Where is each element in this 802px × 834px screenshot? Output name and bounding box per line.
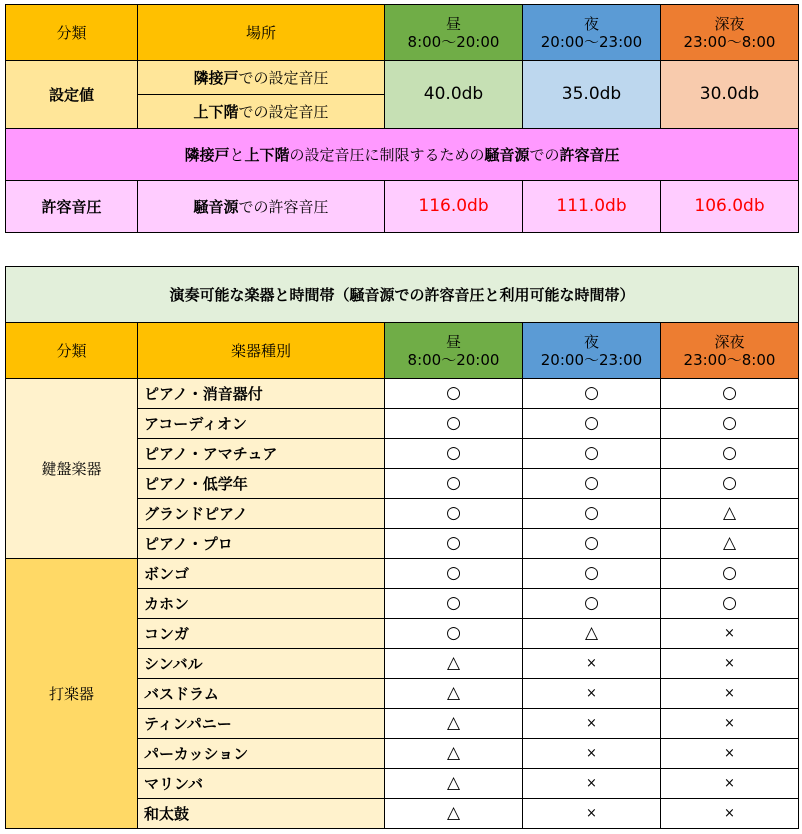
header2-late-night: [661, 323, 799, 379]
banner-p7: 許容音圧: [559, 145, 620, 164]
allowed-late-value: 106.0db: [661, 181, 799, 233]
allowed-night-value: 111.0db: [523, 181, 661, 233]
setting-updown-bold: 上下階: [193, 102, 239, 121]
instrument-name: ティンパニー: [138, 709, 385, 739]
instrument-name: バスドラム: [138, 679, 385, 709]
availability-late: ×: [661, 709, 799, 739]
availability-day: ○: [385, 379, 523, 409]
group-name: 鍵盤楽器: [6, 379, 138, 559]
header-day-time: 8:00～20:00: [407, 32, 500, 51]
availability-night: ○: [523, 559, 661, 589]
allowed-label: 許容音圧: [6, 181, 138, 233]
availability-day: △: [385, 709, 523, 739]
availability-night: ×: [523, 739, 661, 769]
instrument-name: ピアノ・プロ: [138, 529, 385, 559]
availability-day: △: [385, 679, 523, 709]
availability-late: ○: [661, 379, 799, 409]
setting-label: 設定値: [6, 61, 138, 129]
availability-day: ○: [385, 469, 523, 499]
header-category: 分類: [6, 5, 138, 61]
instrument-name: マリンバ: [138, 769, 385, 799]
banner-p2: と: [229, 145, 245, 164]
availability-day: △: [385, 769, 523, 799]
header-late-night: [661, 5, 799, 61]
instrument-table: [5, 266, 799, 829]
availability-late: ×: [661, 739, 799, 769]
availability-day: ○: [385, 409, 523, 439]
availability-night: ×: [523, 649, 661, 679]
instrument-name: パーカッション: [138, 739, 385, 769]
instrument-name: アコーディオン: [138, 409, 385, 439]
instrument-name: カホン: [138, 589, 385, 619]
availability-day: △: [385, 649, 523, 679]
sound-pressure-table: [5, 4, 799, 233]
banner: [6, 129, 799, 181]
availability-day: ○: [385, 619, 523, 649]
availability-night: ○: [523, 409, 661, 439]
instrument-name: シンバル: [138, 649, 385, 679]
availability-night: ○: [523, 379, 661, 409]
availability-late: ×: [661, 769, 799, 799]
header2-category: 分類: [6, 323, 138, 379]
availability-night: ×: [523, 769, 661, 799]
availability-day: ○: [385, 439, 523, 469]
instrument-name: ピアノ・アマチュア: [138, 439, 385, 469]
availability-day: ○: [385, 529, 523, 559]
availability-day: ○: [385, 589, 523, 619]
header2-day: [385, 323, 523, 379]
header2-night: [523, 323, 661, 379]
instrument-table-title: 演奏可能な楽器と時間帯（騒音源での許容音圧と利用可能な時間帯）: [6, 267, 799, 323]
setting-adjacent-rest: での設定音圧: [238, 68, 329, 87]
allowed-day-value: 116.0db: [385, 181, 523, 233]
availability-late: ×: [661, 649, 799, 679]
availability-night: ×: [523, 799, 661, 829]
header-night-time: 20:00～23:00: [540, 32, 643, 51]
header-late-name: 深夜: [714, 14, 745, 33]
availability-night: ○: [523, 469, 661, 499]
setting-late-value: 30.0db: [661, 61, 799, 129]
availability-late: ×: [661, 619, 799, 649]
header-night: [523, 5, 661, 61]
availability-night: ○: [523, 529, 661, 559]
allowed-place: [138, 181, 385, 233]
instrument-name: グランドピアノ: [138, 499, 385, 529]
header-place: 場所: [138, 5, 385, 61]
availability-late: ○: [661, 439, 799, 469]
header2-day-name: 昼: [445, 332, 461, 351]
header2-late-name: 深夜: [714, 332, 745, 351]
availability-late: ×: [661, 799, 799, 829]
instrument-rows: [6, 379, 799, 829]
header2-night-name: 夜: [583, 332, 599, 351]
allowed-place-bold: 騒音源: [193, 197, 239, 216]
table-row: [6, 379, 799, 409]
header-day-name: 昼: [445, 14, 461, 33]
availability-day: △: [385, 799, 523, 829]
availability-day: ○: [385, 559, 523, 589]
banner-p6: での: [529, 145, 560, 164]
availability-late: ○: [661, 469, 799, 499]
banner-p3: 上下階: [244, 145, 290, 164]
header-night-name: 夜: [583, 14, 599, 33]
setting-day-value: 40.0db: [385, 61, 523, 129]
availability-late: △: [661, 499, 799, 529]
availability-late: ○: [661, 409, 799, 439]
setting-night-value: 35.0db: [523, 61, 661, 129]
table-row: [6, 559, 799, 589]
availability-day: ○: [385, 499, 523, 529]
setting-updown: [138, 95, 385, 129]
instrument-name: 和太鼓: [138, 799, 385, 829]
instrument-name: ボンゴ: [138, 559, 385, 589]
availability-day: △: [385, 739, 523, 769]
allowed-place-rest: での許容音圧: [238, 197, 329, 216]
header-late-time: 23:00～8:00: [683, 32, 776, 51]
availability-late: ×: [661, 679, 799, 709]
header2-night-time: 20:00～23:00: [540, 350, 643, 369]
availability-night: ○: [523, 499, 661, 529]
header2-late-time: 23:00～8:00: [683, 350, 776, 369]
header-day: [385, 5, 523, 61]
availability-night: ○: [523, 589, 661, 619]
banner-p5: 騒音源: [484, 145, 530, 164]
availability-late: ○: [661, 559, 799, 589]
group-name: 打楽器: [6, 559, 138, 829]
instrument-name: コンガ: [138, 619, 385, 649]
availability-late: △: [661, 529, 799, 559]
banner-p1: 隣接戸: [184, 145, 230, 164]
header2-day-time: 8:00～20:00: [407, 350, 500, 369]
setting-updown-rest: での設定音圧: [238, 102, 329, 121]
availability-night: △: [523, 619, 661, 649]
availability-night: ×: [523, 709, 661, 739]
banner-p4: の設定音圧に制限するための: [289, 145, 485, 164]
instrument-name: ピアノ・低学年: [138, 469, 385, 499]
availability-late: ○: [661, 589, 799, 619]
setting-adjacent: [138, 61, 385, 95]
availability-night: ○: [523, 439, 661, 469]
instrument-name: ピアノ・消音器付: [138, 379, 385, 409]
availability-night: ×: [523, 679, 661, 709]
setting-adjacent-bold: 隣接戸: [193, 68, 239, 87]
header2-type: 楽器種別: [138, 323, 385, 379]
